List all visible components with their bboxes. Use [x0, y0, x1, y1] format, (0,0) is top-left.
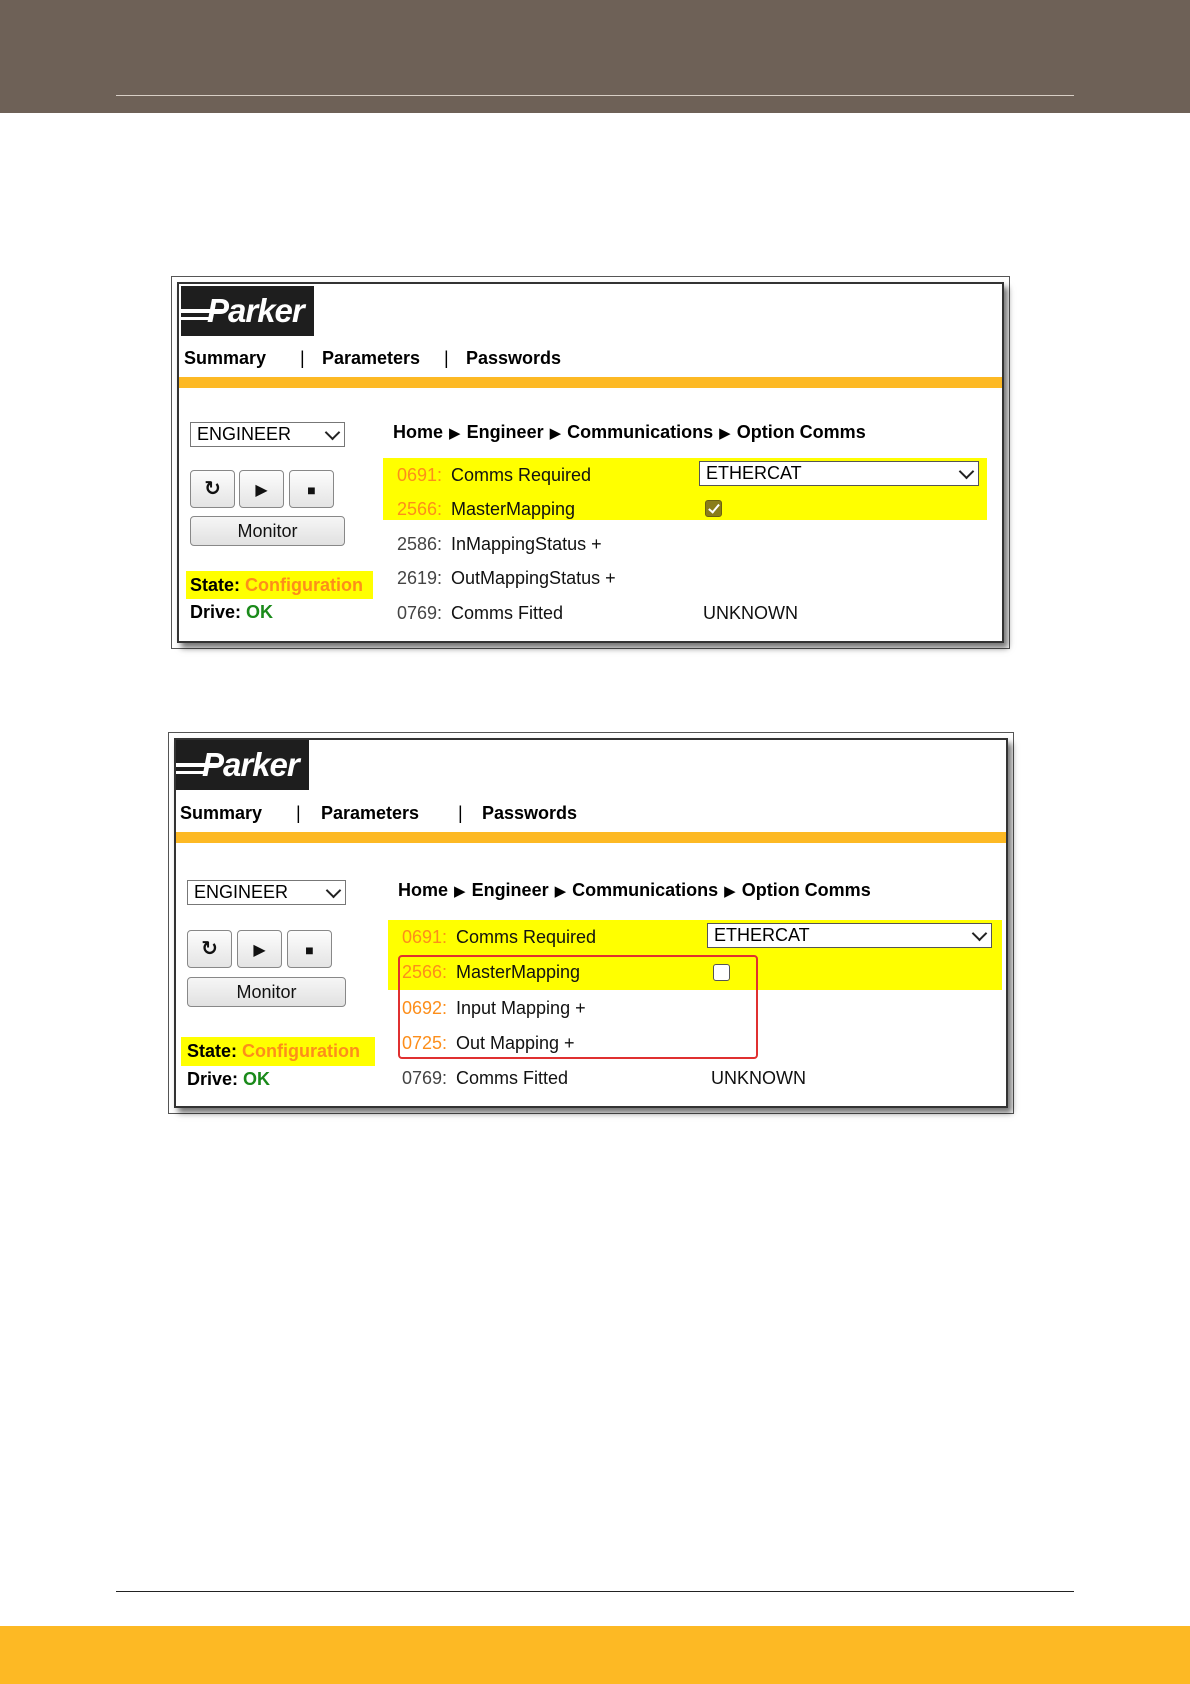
comms-required-select[interactable]: ETHERCAT: [707, 923, 992, 948]
crumb-home[interactable]: Home: [393, 422, 444, 442]
param-name: MasterMapping: [451, 499, 576, 519]
nav-summary[interactable]: Summary: [184, 348, 267, 368]
play-icon: ▶: [253, 942, 266, 959]
nav-separator: |: [444, 348, 449, 368]
param-number: 0769:: [397, 603, 443, 623]
param-value: UNKNOWN: [703, 603, 798, 623]
param-number: 2586:: [397, 534, 443, 554]
param-number: 0725:: [402, 1033, 448, 1053]
nav-passwords[interactable]: Passwords: [482, 803, 578, 823]
stop-icon: ■: [305, 942, 314, 958]
arrow-right-icon: ▶: [554, 883, 567, 900]
arrow-right-icon: ▶: [549, 425, 562, 442]
crumb-engineer[interactable]: Engineer: [466, 422, 544, 442]
callout-highlight-box: [398, 955, 758, 1059]
drive-value: OK: [246, 602, 274, 622]
chevron-down-icon: [325, 425, 341, 441]
param-number: 0692:: [402, 998, 448, 1018]
run-button[interactable]: [237, 930, 282, 968]
chevron-down-icon: [972, 926, 988, 942]
state-value: Configuration: [242, 1041, 361, 1061]
param-name: Comms Fitted: [456, 1068, 569, 1088]
param-name: MasterMapping: [456, 962, 581, 982]
parker-logo: Parker: [176, 740, 309, 790]
nav-separator: |: [300, 348, 305, 368]
param-value: UNKNOWN: [711, 1068, 806, 1088]
param-name[interactable]: OutMappingStatus +: [451, 568, 616, 588]
refresh-button[interactable]: [190, 470, 235, 508]
page-header-band: [0, 0, 1190, 113]
footer-rule: [116, 1591, 1074, 1592]
state-value: Configuration: [245, 575, 364, 595]
crumb-engineer[interactable]: Engineer: [471, 880, 549, 900]
param-name: Comms Required: [456, 927, 597, 947]
drive-web-window: [177, 282, 1004, 643]
arrow-right-icon: ▶: [724, 883, 736, 900]
stop-button[interactable]: [287, 930, 332, 968]
param-name[interactable]: Out Mapping +: [456, 1033, 575, 1053]
param-number: 0691:: [397, 465, 443, 485]
refresh-icon: ↻: [204, 478, 221, 500]
nav-accent-stripe: [176, 832, 1006, 843]
nav-summary[interactable]: Summary: [180, 803, 263, 823]
drive-web-window: [174, 738, 1008, 1108]
crumb-communications[interactable]: Communications: [572, 880, 719, 900]
run-button[interactable]: [239, 470, 284, 508]
refresh-icon: ↻: [201, 938, 218, 960]
play-icon: ▶: [255, 482, 268, 499]
drive-label: Drive: OK: [190, 602, 274, 622]
stop-button[interactable]: [289, 470, 334, 508]
refresh-button[interactable]: [187, 930, 232, 968]
chevron-down-icon: [326, 883, 342, 899]
nav-passwords[interactable]: Passwords: [466, 348, 562, 368]
crumb-communications[interactable]: Communications: [567, 422, 714, 442]
parker-logo: Parker: [181, 286, 314, 336]
nav-separator: |: [296, 803, 301, 823]
param-number: 0769:: [402, 1068, 448, 1088]
param-name: Comms Fitted: [451, 603, 564, 623]
breadcrumb: [398, 880, 871, 901]
param-name: Comms Required: [451, 465, 592, 485]
screenshot-2: [168, 732, 1014, 1114]
crumb-option-comms: Option Comms: [736, 422, 866, 442]
monitor-button[interactable]: Monitor: [190, 516, 345, 546]
monitor-button[interactable]: Monitor: [187, 977, 346, 1007]
master-mapping-checkbox[interactable]: [705, 500, 722, 517]
nav-accent-stripe: [179, 377, 1002, 388]
param-number: 0691:: [402, 927, 448, 947]
crumb-home[interactable]: Home: [398, 880, 449, 900]
user-level-select[interactable]: ENGINEER: [187, 880, 346, 905]
chevron-down-icon: [959, 464, 975, 480]
state-label: State: Configuration: [187, 1041, 361, 1061]
param-number: 2619:: [397, 568, 443, 588]
header-rule: [116, 95, 1074, 96]
stop-icon: ■: [307, 482, 316, 498]
arrow-right-icon: ▶: [449, 425, 461, 442]
drive-value: OK: [243, 1069, 271, 1089]
param-number: 2566:: [402, 962, 448, 982]
breadcrumb: [393, 422, 866, 443]
page-footer-band: [0, 1626, 1190, 1684]
drive-label: Drive: OK: [187, 1069, 271, 1089]
nav-parameters[interactable]: Parameters: [322, 348, 421, 368]
crumb-option-comms: Option Comms: [741, 880, 871, 900]
comms-required-select[interactable]: ETHERCAT: [699, 461, 979, 486]
screenshot-1: [171, 276, 1010, 649]
arrow-right-icon: ▶: [719, 425, 731, 442]
param-number: 2566:: [397, 499, 443, 519]
nav-parameters[interactable]: Parameters: [321, 803, 420, 823]
arrow-right-icon: ▶: [454, 883, 466, 900]
user-level-select[interactable]: ENGINEER: [190, 422, 345, 447]
param-name[interactable]: Input Mapping +: [456, 998, 586, 1018]
nav-separator: |: [458, 803, 463, 823]
state-label: State: Configuration: [190, 575, 364, 595]
param-name[interactable]: InMappingStatus +: [451, 534, 602, 554]
